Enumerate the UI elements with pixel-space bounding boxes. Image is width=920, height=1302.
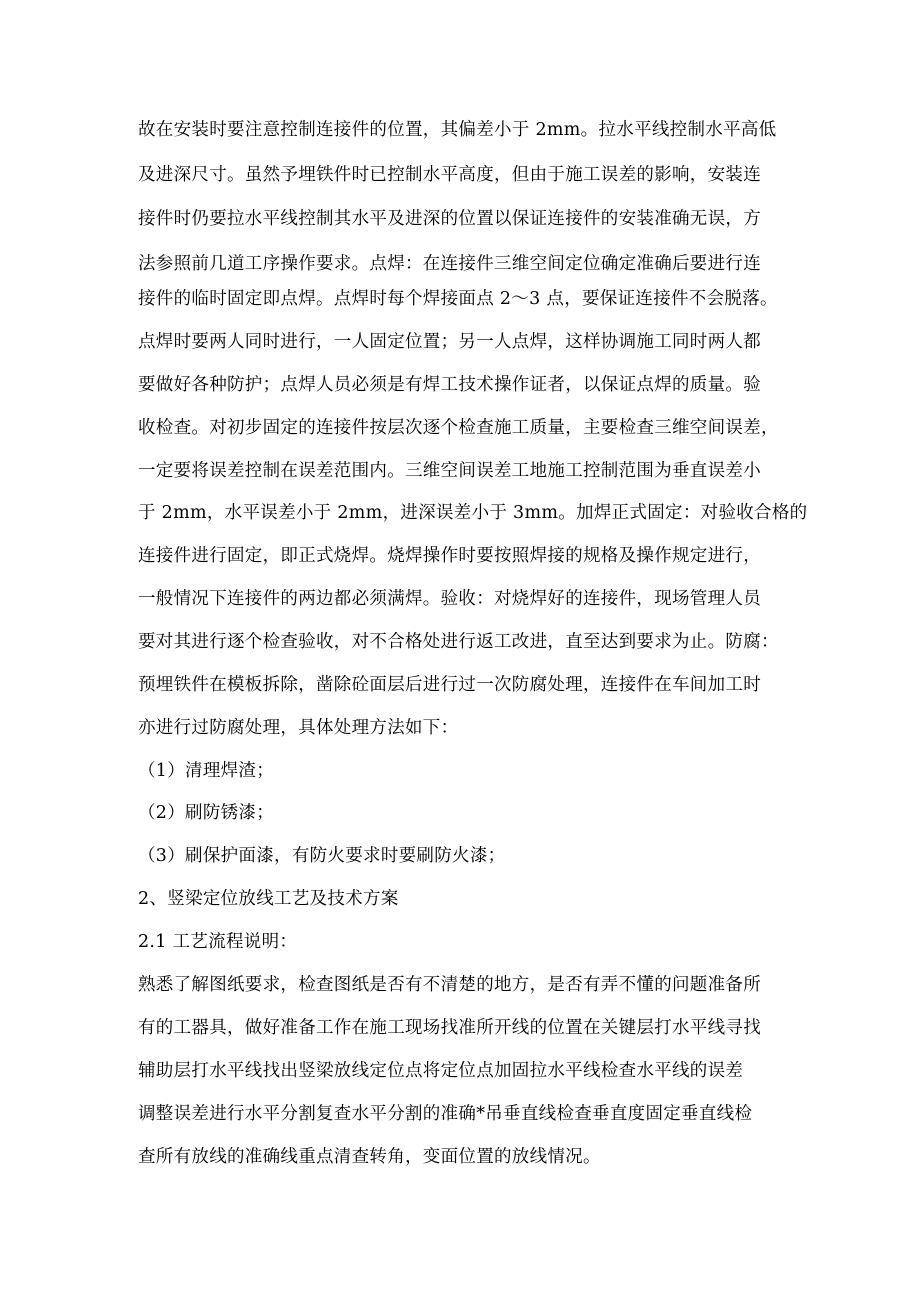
subsection-heading: 2.1 工艺流程说明： xyxy=(138,932,298,952)
paragraph-line: 熟悉了解图纸要求，检查图纸是否有不清楚的地方，是否有弄不懂的问题准备所 xyxy=(138,975,761,995)
paragraph-line: 查所有放线的准确线重点清查转角，变面位置的放线情况。 xyxy=(138,1147,601,1167)
paragraph-line: 于 2mm，水平误差小于 2mm，进深误差小于 3mm。加焊正式固定：对验收合格的 xyxy=(138,503,808,523)
list-item: （2）刷防锈漆； xyxy=(138,803,275,823)
paragraph-line: 有的工器具，做好准备工作在施工现场找准所开线的位置在关键层打水平线寻找 xyxy=(138,1018,761,1038)
paragraph-line: 及进深尺寸。虽然予埋铁件时已控制水平高度，但由于施工误差的影响，安装连 xyxy=(138,165,761,185)
paragraph-line: 调整误差进行水平分割复查水平分割的准确*吊垂直线检查垂直度固定垂直线检 xyxy=(138,1104,753,1124)
paragraph-line: 一定要将误差控制在误差范围内。三维空间误差工地施工控制范围为垂直误差小 xyxy=(138,461,761,481)
section-heading: 2、竖梁定位放线工艺及技术方案 xyxy=(138,889,399,909)
paragraph-line: 连接件进行固定，即正式烧焊。烧焊操作时要按照焊接的规格及操作规定进行， xyxy=(138,546,761,566)
paragraph-line: 亦进行过防腐处理，具体处理方法如下： xyxy=(138,718,459,738)
list-item: （1）清理焊渣； xyxy=(138,761,275,781)
paragraph-line: 法参照前几道工序操作要求。点焊：在连接件三维空间定位确定准确后要进行连 xyxy=(138,254,761,274)
list-item: （3）刷保护面漆，有防火要求时要刷防火漆； xyxy=(138,846,506,866)
paragraph-line: 故在安装时要注意控制连接件的位置，其偏差小于 2mm。拉水平线控制水平高低 xyxy=(138,120,777,140)
paragraph-line: 要对其进行逐个检查验收，对不合格处进行返工改进，直至达到要求为止。防腐： xyxy=(138,632,779,652)
paragraph-line: 辅助层打水平线找出竖梁放线定位点将定位点加固拉水平线检查水平线的误差 xyxy=(138,1061,744,1081)
paragraph-line: 收检查。对初步固定的连接件按层次逐个检查施工质量，主要检查三维空间误差， xyxy=(138,418,779,438)
paragraph-line: 预埋铁件在模板拆除，凿除砼面层后进行过一次防腐处理，连接件在车间加工时 xyxy=(138,675,761,695)
paragraph-line: 一般情况下连接件的两边都必须满焊。验收：对烧焊好的连接件，现场管理人员 xyxy=(138,589,761,609)
paragraph-line: 接件时仍要拉水平线控制其水平及进深的位置以保证连接件的安装准确无误，方 xyxy=(138,209,761,229)
paragraph-line: 要做好各种防护；点焊人员必须是有焊工技术操作证者，以保证点焊的质量。验 xyxy=(138,375,761,395)
paragraph-line: 点焊时要两人同时进行，一人固定位置；另一人点焊，这样协调施工同时两人都 xyxy=(138,332,761,352)
paragraph-line: 接件的临时固定即点焊。点焊时每个焊接面点 2～3 点，要保证连接件不会脱落。 xyxy=(138,289,778,309)
